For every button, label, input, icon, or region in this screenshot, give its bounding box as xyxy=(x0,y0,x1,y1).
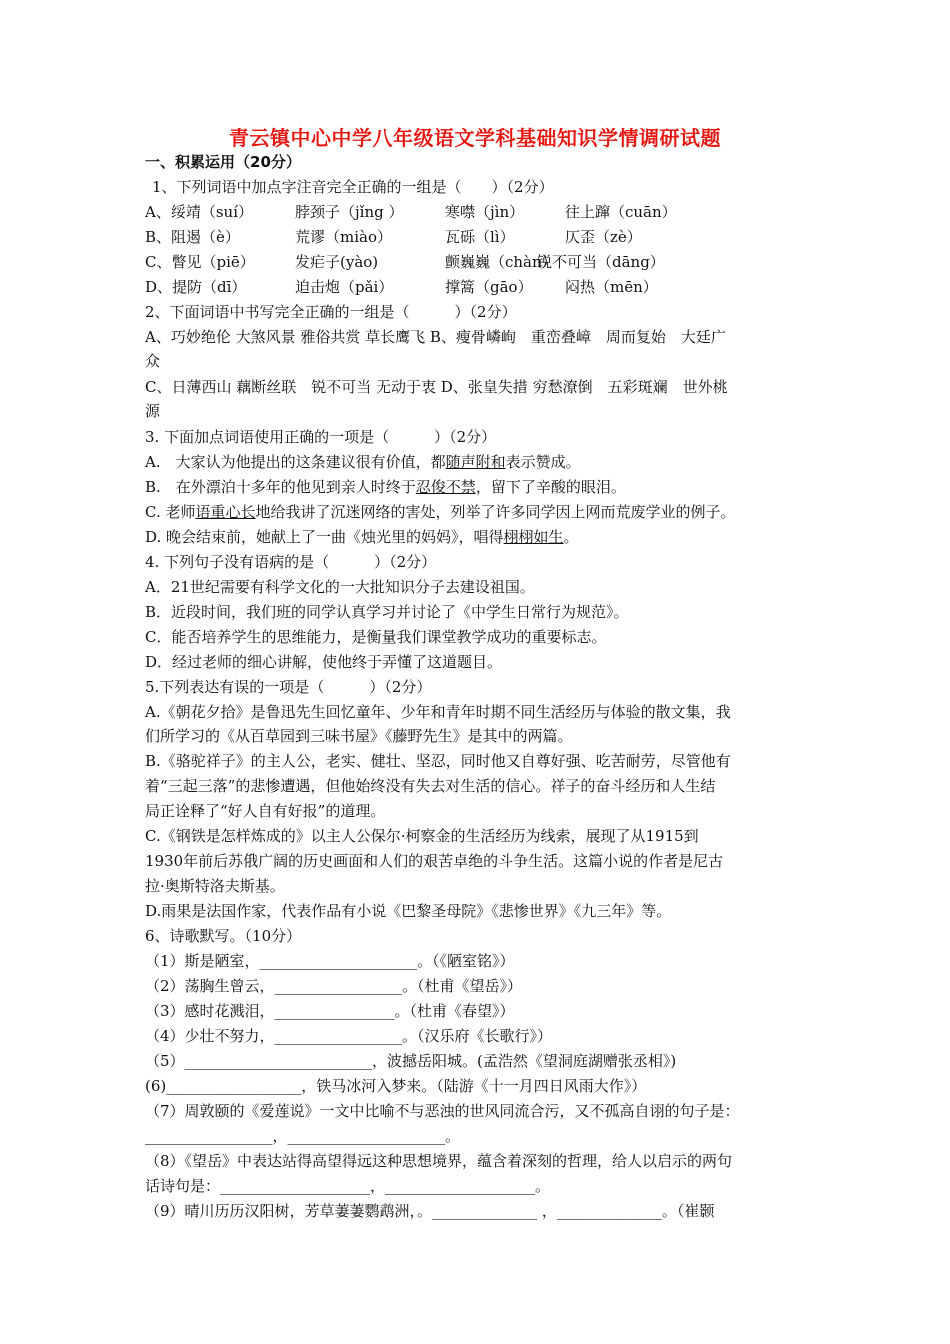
q1-option-row xyxy=(145,277,658,297)
option-cell: 发疟子(yào) xyxy=(295,253,379,271)
text: 。 xyxy=(563,528,579,546)
q2-option-cd-cont: 源 xyxy=(145,402,161,420)
q6-line: 话诗句是：____________________，____________________。 xyxy=(145,1177,551,1195)
q3-option-b xyxy=(145,477,626,497)
q2-stem: 2、下面词语中书写完全正确的一组是（ ）（2分） xyxy=(145,303,517,321)
option-cell: 瓦砾（lì） xyxy=(445,228,515,246)
q2-option-ab: A、巧妙绝伦 大煞风景 雅俗共赏 草长鹰飞 B、瘦骨嶙峋 重峦叠嶂 周而复始 大廷广 xyxy=(145,328,726,346)
q6-line: （8）《望岳》中表达站得高望得远这种思想境界，蕴含着深刻的哲理，给人以启示的两句 xyxy=(145,1152,733,1170)
q6-line: （1）斯是陋室，_____________________。（《陋室铭》） xyxy=(145,952,515,970)
q4-option-c: C．能否培养学生的思维能力，是衡量我们课堂教学成功的重要标志。 xyxy=(145,628,607,646)
option-cell: 往上蹿（cuān） xyxy=(565,203,677,221)
q6-line: （5）_________________________，波撼岳阳城。(孟浩然《望洞庭湖赠张丞相》) xyxy=(145,1052,677,1070)
text: B. 在外漂泊十多年的他见到亲人时终于 xyxy=(145,478,416,496)
option-cell: A、绥靖（suí） xyxy=(145,203,253,221)
option-cell: 撑篙（gāo） xyxy=(445,278,533,296)
option-cell: 闷热（mēn） xyxy=(565,278,658,296)
option-cell: C、瞥见（piē） xyxy=(145,253,255,271)
underlined-term: 栩栩如生 xyxy=(503,528,564,546)
q1-option-row xyxy=(145,202,677,222)
text: D. 晚会结束前，她献上了一曲《烛光里的妈妈》，唱得 xyxy=(145,528,504,546)
q3-option-a xyxy=(145,452,581,472)
q5-option-b-cont: 局正诠释了“好人自有好报”的道理。 xyxy=(145,802,386,820)
underlined-term: 语重心长 xyxy=(195,503,256,521)
text: ，留下了辛酸的眼泪。 xyxy=(475,478,626,496)
underlined-term: 随声附和 xyxy=(445,453,506,471)
exam-title: 青云镇中心中学八年级语文学科基础知识学情调研试题 xyxy=(229,126,721,150)
q1-option-row xyxy=(145,227,642,247)
q3-option-c xyxy=(145,502,736,522)
option-cell: 锐不可当（dāng） xyxy=(537,253,665,271)
q1-option-row xyxy=(145,252,665,272)
q5-option-b-cont: 着“三起三落”的悲惨遭遇，但他始终没有失去对生活的信心。祥子的奋斗经历和人生结 xyxy=(145,777,716,795)
q5-option-c-cont: 1930年前后苏俄广阔的历史画面和人们的艰苦卓绝的斗争生活。这篇小说的作者是尼古 xyxy=(145,852,724,870)
text: 表示赞成。 xyxy=(505,453,581,471)
q5-option-a: A.《朝花夕拾》是鲁迅先生回忆童年、少年和青年时期不同生活经历与体验的散文集，我 xyxy=(145,703,731,721)
text: C. 老师 xyxy=(145,503,196,521)
q4-stem: 4. 下列句子没有语病的是（ ）（2分） xyxy=(145,553,437,571)
q6-line: （2）荡胸生曾云，_________________。（杜甫《望岳》） xyxy=(145,977,523,995)
underlined-term: 忍俊不禁 xyxy=(415,478,476,496)
q2-option-cd: C、日薄西山 藕断丝联 锐不可当 无动于衷 D、张皇失措 穷愁潦倒 五彩斑斓 世外桃 xyxy=(145,378,728,396)
q6-line: （9）晴川历历汉阳树，芳草萋萋鹦鹉洲，。______________ ，______________。（崔颢 xyxy=(145,1202,715,1220)
option-cell: 仄歪（zè） xyxy=(565,228,642,246)
q6-line: （4）少壮不努力，_________________。（汉乐府《长歌行》） xyxy=(145,1027,553,1045)
q5-option-c: C.《钢铁是怎样炼成的》以主人公保尔·柯察金的生活经历为线索，展现了从1915到 xyxy=(145,827,699,845)
q5-option-a-cont: 们所学习的《从百草园到三味书屋》《藤野先生》是其中的两篇。 xyxy=(145,727,573,745)
q6-stem: 6、诗歌默写。（10分） xyxy=(145,927,302,945)
option-cell: 脖颈子（jǐng ） xyxy=(295,203,404,221)
option-cell: 颤巍巍（chàn） xyxy=(445,253,557,271)
q6-line: (6)__________________，铁马冰河入梦来。（陆游《十一月四日风雨大作》） xyxy=(145,1077,647,1095)
q3-stem: 3. 下面加点词语使用正确的一项是（ ）（2分） xyxy=(145,428,497,446)
q3-option-d xyxy=(145,527,579,547)
q4-option-d: D．经过老师的细心讲解，使他终于弄懂了这道题目。 xyxy=(145,653,503,671)
q5-option-b: B.《骆驼祥子》的主人公，老实、健壮、坚忍，同时他又自尊好强、吃苦耐劳，尽管他有 xyxy=(145,752,731,770)
option-cell: D、提防（dī） xyxy=(145,278,247,296)
option-cell: 寒噤（jìn） xyxy=(445,203,525,221)
q2-option-ab-cont: 众 xyxy=(145,352,161,370)
text: A. 大家认为他提出的这条建议很有价值，都 xyxy=(145,453,446,471)
q6-line: （7）周敦颐的《爱莲说》一文中比喻不与恶浊的世风同流合污，又不孤高自诩的句子是： xyxy=(145,1102,740,1120)
option-cell: B、阻遏（è） xyxy=(145,228,240,246)
text: 地给我讲了沉迷网络的害处，列举了许多同学因上网而荒废学业的例子。 xyxy=(255,503,736,521)
q6-line: （3）感时花溅泪，________________。（杜甫《春望》） xyxy=(145,1002,515,1020)
q6-line: _________________，_____________________。 xyxy=(145,1127,461,1145)
q5-stem: 5.下列表达有误的一项是（ ）（2分） xyxy=(145,678,432,696)
option-cell: 迫击炮（pǎi） xyxy=(295,278,394,296)
q4-option-a: A．21世纪需要有科学文化的一大批知识分子去建设祖国。 xyxy=(145,578,535,596)
q1-stem: 1、下列词语中加点字注音完全正确的一组是（ ）（2分） xyxy=(152,178,554,196)
q5-option-d: D.雨果是法国作家，代表作品有小说《巴黎圣母院》《悲惨世界》《九三年》等。 xyxy=(145,902,672,920)
section-heading: 一、积累运用（20分） xyxy=(145,153,301,171)
q4-option-b: B．近段时间，我们班的同学认真学习并讨论了《中学生日常行为规范》。 xyxy=(145,603,629,621)
option-cell: 荒谬（miào） xyxy=(295,228,392,246)
q5-option-c-cont: 拉·奥斯特洛夫斯基。 xyxy=(145,877,285,895)
